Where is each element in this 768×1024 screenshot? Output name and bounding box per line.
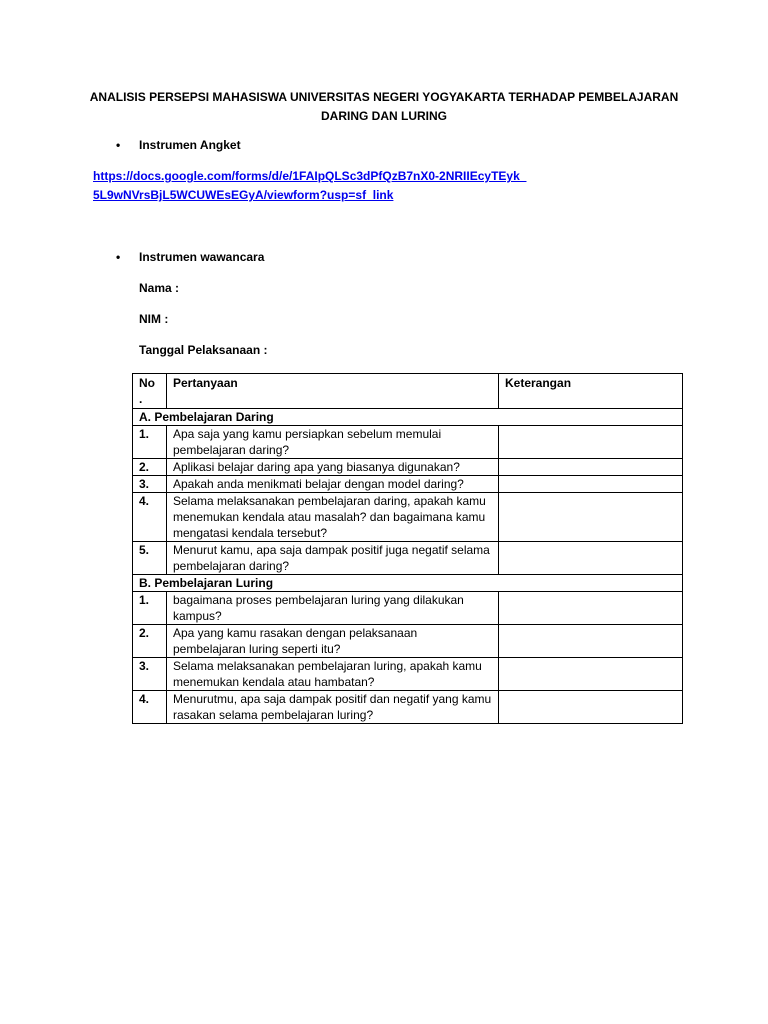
- row-number: 2.: [133, 625, 167, 658]
- table-header-row: [133, 374, 683, 409]
- field-tanggal: Tanggal Pelaksanaan :: [139, 343, 268, 357]
- answer-cell: [499, 476, 683, 493]
- bullet-wawancara: [116, 249, 264, 265]
- field-nim: NIM :: [139, 312, 169, 326]
- table-row: [133, 459, 683, 476]
- answer-cell: [499, 691, 683, 724]
- answer-cell: [499, 592, 683, 625]
- row-number: 3.: [133, 476, 167, 493]
- document-title: ANALISIS PERSEPSI MAHASISWA UNIVERSITAS NEGERI YOGYAKARTA TERHADAP PEMBELAJARAN DARING DAN LURING: [89, 90, 679, 123]
- section-title-luring: B. Pembelajaran Luring: [133, 575, 683, 592]
- row-number: 4.: [133, 493, 167, 542]
- question-cell: Selama melaksanakan pembelajaran luring, apakah kamu menemukan kendala atau hambatan?: [167, 658, 499, 691]
- bullet-icon: •: [116, 138, 121, 152]
- section-title-daring: A. Pembelajaran Daring: [133, 409, 683, 426]
- form-link[interactable]: https://docs.google.com/forms/d/e/1FAIpQLSc3dPfQzB7nX0-2NRIIEcyTEyk_5L9wNVrsBjL5WCUWEsEGyA/viewform?usp=sf_link: [93, 169, 527, 202]
- table-row: [133, 476, 683, 493]
- table-row: [133, 542, 683, 575]
- bullet-label-angket: Instrumen Angket: [139, 138, 241, 152]
- table-row: [133, 493, 683, 542]
- bullet-label-wawancara: Instrumen wawancara: [139, 250, 265, 264]
- table-row: [133, 426, 683, 459]
- bullet-icon: •: [116, 250, 121, 264]
- question-table: [132, 373, 683, 724]
- header-no: No .: [133, 374, 167, 409]
- question-cell: Selama melaksanakan pembelajaran daring, apakah kamu menemukan kendala atau masalah? dan bagaimana kamu mengatasi kendala tersebut?: [167, 493, 499, 542]
- row-number: 1.: [133, 592, 167, 625]
- section-row-luring: [133, 575, 683, 592]
- question-cell: Aplikasi belajar daring apa yang biasanya digunakan?: [167, 459, 499, 476]
- answer-cell: [499, 658, 683, 691]
- question-cell: Apa yang kamu rasakan dengan pelaksanaan pembelajaran luring seperti itu?: [167, 625, 499, 658]
- answer-cell: [499, 493, 683, 542]
- question-cell: Apakah anda menikmati belajar dengan model daring?: [167, 476, 499, 493]
- answer-cell: [499, 625, 683, 658]
- table-row: [133, 625, 683, 658]
- row-number: 2.: [133, 459, 167, 476]
- table-row: [133, 658, 683, 691]
- header-keterangan: Keterangan: [499, 374, 683, 409]
- bullet-angket: [116, 137, 241, 153]
- row-number: 3.: [133, 658, 167, 691]
- section-row-daring: [133, 409, 683, 426]
- table-row: [133, 691, 683, 724]
- question-cell: bagaimana proses pembelajaran luring yang dilakukan kampus?: [167, 592, 499, 625]
- question-cell: Apa saja yang kamu persiapkan sebelum memulai pembelajaran daring?: [167, 426, 499, 459]
- question-cell: Menurutmu, apa saja dampak positif dan negatif yang kamu rasakan selama pembelajaran luring?: [167, 691, 499, 724]
- answer-cell: [499, 542, 683, 575]
- question-cell: Menurut kamu, apa saja dampak positif juga negatif selama pembelajaran daring?: [167, 542, 499, 575]
- row-number: 1.: [133, 426, 167, 459]
- row-number: 4.: [133, 691, 167, 724]
- row-number: 5.: [133, 542, 167, 575]
- table-row: [133, 592, 683, 625]
- field-nama: Nama :: [139, 281, 180, 295]
- answer-cell: [499, 426, 683, 459]
- header-pertanyaan: Pertanyaan: [167, 374, 499, 409]
- answer-cell: [499, 459, 683, 476]
